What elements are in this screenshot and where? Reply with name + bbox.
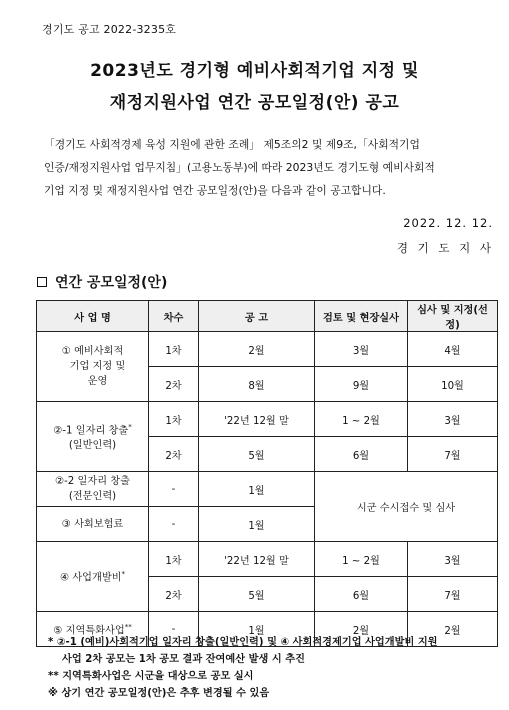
selection-cell: 7월 (408, 577, 498, 612)
review-cell: 1 ~ 2월 (315, 402, 408, 437)
program-name: (일반인력) (68, 440, 117, 452)
program-cell: ③ 사회보험료 (37, 507, 149, 542)
footnote-1-cont: 사업 2차 공모는 1차 공모 결과 잔여예산 발생 시 추진 (62, 654, 305, 665)
notice-cell: 5월 (199, 437, 315, 472)
section-heading (37, 272, 167, 292)
program-name: 기업 지정 및 (69, 361, 126, 372)
notice-number: 경기도 공고 2022-3235호 (42, 23, 177, 36)
header-selection: 심사 및 지정(선정) (408, 301, 498, 332)
round-cell: 1차 (149, 542, 199, 577)
header-review: 검토 및 현장실사 (315, 301, 408, 332)
notice-cell: 1월 (199, 472, 315, 507)
notice-date: 2022. 12. 12. (403, 216, 493, 230)
program-name: ④ 사업개발비 (59, 572, 122, 584)
review-cell: 6월 (315, 437, 408, 472)
round-cell: 2차 (149, 577, 199, 612)
square-icon (37, 277, 47, 287)
review-cell: 2월 (315, 612, 408, 647)
round-cell: - (149, 612, 199, 647)
footnotes (48, 634, 498, 702)
program-cell (37, 402, 149, 472)
selection-cell: 10월 (408, 367, 498, 402)
body-line-3: 기업 지정 및 재정지원사업 연간 공모일정(안)을 다음과 같이 공고합니다. (44, 184, 386, 197)
round-cell: - (149, 472, 199, 507)
notice-cell: 5월 (199, 577, 315, 612)
program-name: 운영 (87, 376, 108, 387)
body-line-1: 「경기도 사회적경제 육성 지원에 관한 조례」 제5조의2 및 제9조,「사회적기업 (44, 138, 420, 151)
program-name: ②-1 일자리 창출* (53, 422, 132, 437)
program-cell: ⑤ 지역특화사업** (37, 612, 149, 647)
notice-cell: 2월 (199, 332, 315, 367)
program-name: ⑤ 지역특화사업 (53, 625, 125, 637)
body-line-2: 인증/재정지원사업 업무지침」(고용노동부)에 따라 2023년도 경기도형 예비사회적 (44, 161, 435, 174)
page-title-line-1: 2023년도 경기형 예비사회적기업 지정 및 (90, 61, 419, 81)
table-row (37, 402, 498, 437)
table-row (37, 472, 498, 507)
footnote-2: ** 지역특화사업은 시군을 대상으로 공모 실시 (48, 671, 254, 682)
notice-body (44, 133, 494, 202)
review-cell: 1 ~ 2월 (315, 542, 408, 577)
program-name: ① 예비사회적 (61, 346, 124, 357)
selection-cell: 3월 (408, 542, 498, 577)
notice-cell: 1월 (199, 612, 315, 647)
round-cell: 2차 (149, 437, 199, 472)
notice-cell: '22년 12월 말 (199, 402, 315, 437)
table-row (37, 332, 498, 367)
table-header-row (37, 301, 498, 332)
round-cell: 1차 (149, 332, 199, 367)
round-cell: 1차 (149, 402, 199, 437)
header-notice: 공 고 (199, 301, 315, 332)
program-name: (전문인력) (68, 491, 117, 502)
program-cell (37, 332, 149, 402)
round-cell: 2차 (149, 367, 199, 402)
table-row (37, 542, 498, 577)
review-cell: 3월 (315, 332, 408, 367)
footnote-3: ※ 상기 연간 공모일정(안)은 추후 변경될 수 있음 (48, 688, 270, 699)
selection-cell: 4월 (408, 332, 498, 367)
program-cell (37, 472, 149, 507)
header-round: 차수 (149, 301, 199, 332)
review-cell: 6월 (315, 577, 408, 612)
footnote-1: * ②-1 (예비)사회적기업 일자리 창출(일반인력) 및 ④ 사회적경제기업 사업개발비 지원 (48, 637, 438, 648)
notice-cell: '22년 12월 말 (199, 542, 315, 577)
header-program: 사 업 명 (37, 301, 149, 332)
review-cell: 9월 (315, 367, 408, 402)
signer: 경 기 도 지 사 (396, 241, 493, 255)
schedule-table (36, 300, 498, 647)
selection-cell: 7월 (408, 437, 498, 472)
merged-note-cell: 시군 수시접수 및 심사 (315, 472, 498, 542)
selection-cell: 3월 (408, 402, 498, 437)
notice-cell: 8월 (199, 367, 315, 402)
notice-cell: 1월 (199, 507, 315, 542)
selection-cell: 2월 (408, 612, 498, 647)
program-name: ②-2 일자리 창출 (55, 476, 130, 487)
program-cell: ④ 사업개발비* (37, 542, 149, 612)
round-cell: - (149, 507, 199, 542)
section-title: 연간 공모일정(안) (55, 275, 168, 291)
page-title-line-2: 재정지원사업 연간 공모일정(안) 공고 (109, 93, 400, 113)
